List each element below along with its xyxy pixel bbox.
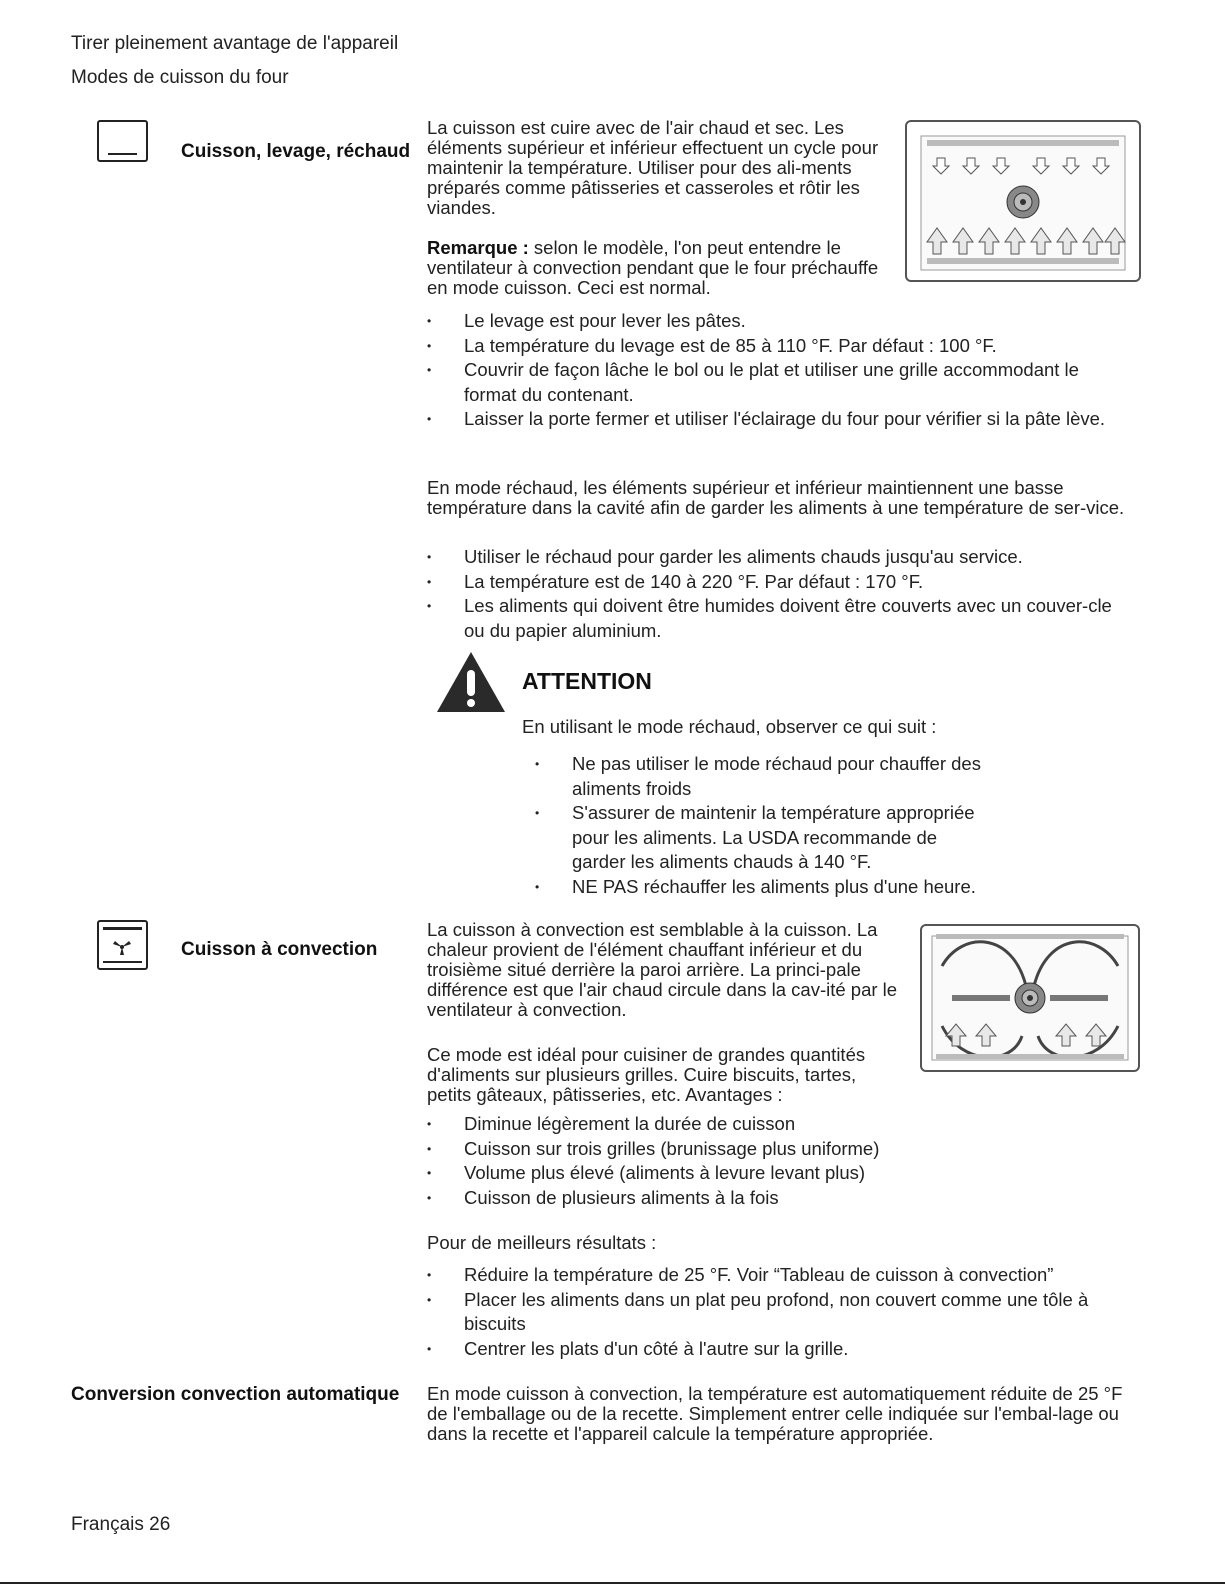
note-text: selon le modèle, l'on peut entendre le ventilateur à convection pendant que le four préchauffe en mode cuisson. Ceci est normal. <box>427 237 879 298</box>
bake-section-title: Cuisson, levage, réchaud <box>181 141 411 162</box>
bottom-border <box>0 1582 1225 1584</box>
section-heading: Modes de cuisson du four <box>71 67 289 88</box>
convection-section-title: Cuisson à convection <box>181 939 378 960</box>
auto-conversion-title: Conversion convection automatique <box>71 1384 400 1405</box>
auto-conversion-text: En mode cuisson à convection, la température est automatiquement réduite de 25 °F de l'emballage ou de la recette. Simplement entrer celle indiquée sur l'embal-lage ou dans la recette et l'appareil calcule la température appropriée. <box>427 1383 1123 1444</box>
bake-note <box>427 238 895 298</box>
best-results-bullet-list <box>427 1263 1137 1361</box>
convection-fan-icon <box>97 920 148 970</box>
convection-intro: La cuisson à convection est semblable à la cuisson. La chaleur provient de l'élément chauffant inférieur et du troisième situé derrière la paroi arrière. La princi-pale différence est que l'air chaud circule dans la cav-ité par le ventilateur à convection. <box>427 919 898 1020</box>
list-item: • Ne pas utiliser le mode réchaud pour chauffer des aliments froids <box>535 752 995 801</box>
page-number: Français 26 <box>71 1514 171 1535</box>
attention-bullet-list <box>535 752 995 899</box>
list-item: • Utiliser le réchaud pour garder les aliments chauds jusqu'au service. <box>427 545 1127 570</box>
attention-title: ATTENTION <box>522 668 652 694</box>
list-item: • La température du levage est de 85 à 110 °F. Par défaut : 100 °F. <box>427 334 1127 359</box>
advantages-bullet-list <box>427 1112 1127 1210</box>
list-item: • Réduire la température de 25 °F. Voir “Tableau de cuisson à convection” <box>427 1263 1137 1288</box>
convection-ideal: Ce mode est idéal pour cuisiner de grandes quantités d'aliments sur plusieurs grilles. Cuire biscuits, tartes, petits gâteaux, pâtisseries, etc. Avantages : <box>427 1044 866 1105</box>
list-item: • Cuisson de plusieurs aliments à la fois <box>427 1186 1127 1211</box>
bake-intro: La cuisson est cuire avec de l'air chaud et sec. Les éléments supérieur et inférieur effectuent un cycle pour maintenir la température. Utiliser pour des ali-ments préparés comme pâtisseries et casseroles et rôtir les viandes. <box>427 117 879 218</box>
list-item: • La température est de 140 à 220 °F. Par défaut : 170 °F. <box>427 570 1127 595</box>
list-item: • Laisser la porte fermer et utiliser l'éclairage du four pour vérifier si la pâte lève. <box>427 407 1127 432</box>
list-item: • Cuisson sur trois grilles (brunissage plus uniforme) <box>427 1137 1127 1162</box>
warm-bullet-list <box>427 545 1127 643</box>
list-item: • Les aliments qui doivent être humides doivent être couverts avec un couver-cle ou du papier aluminium. <box>427 594 1127 643</box>
list-item: • S'assurer de maintenir la température appropriée pour les aliments. La USDA recommande de garder les aliments chauds à 140 °F. <box>535 801 995 875</box>
running-header: Tirer pleinement avantage de l'appareil <box>71 33 399 54</box>
list-item: • Placer les aliments dans un plat peu profond, non couvert comme une tôle à biscuits <box>427 1288 1137 1337</box>
list-item: • Centrer les plats d'un côté à l'autre sur la grille. <box>427 1337 1137 1362</box>
bake-airflow-diagram <box>905 120 1141 282</box>
list-item: • Le levage est pour lever les pâtes. <box>427 309 1127 334</box>
proof-bullet-list <box>427 309 1127 432</box>
best-results-intro: Pour de meilleurs résultats : <box>427 1232 657 1253</box>
list-item: • Diminue légèrement la durée de cuisson <box>427 1112 1127 1137</box>
list-item: • NE PAS réchauffer les aliments plus d'une heure. <box>535 875 995 900</box>
note-label: Remarque : <box>427 237 529 258</box>
bake-mode-icon <box>97 120 148 162</box>
warning-triangle-icon <box>435 650 507 714</box>
list-item: • Volume plus élevé (aliments à levure levant plus) <box>427 1161 1127 1186</box>
convection-airflow-diagram <box>920 924 1140 1072</box>
warm-intro: En mode réchaud, les éléments supérieur et inférieur maintiennent une basse température dans la cavité afin de garder les aliments à une température de ser-vice. <box>427 477 1125 518</box>
attention-intro: En utilisant le mode réchaud, observer ce qui suit : <box>522 716 937 737</box>
list-item: • Couvrir de façon lâche le bol ou le plat et utiliser une grille accommodant le format du contenant. <box>427 358 1127 407</box>
